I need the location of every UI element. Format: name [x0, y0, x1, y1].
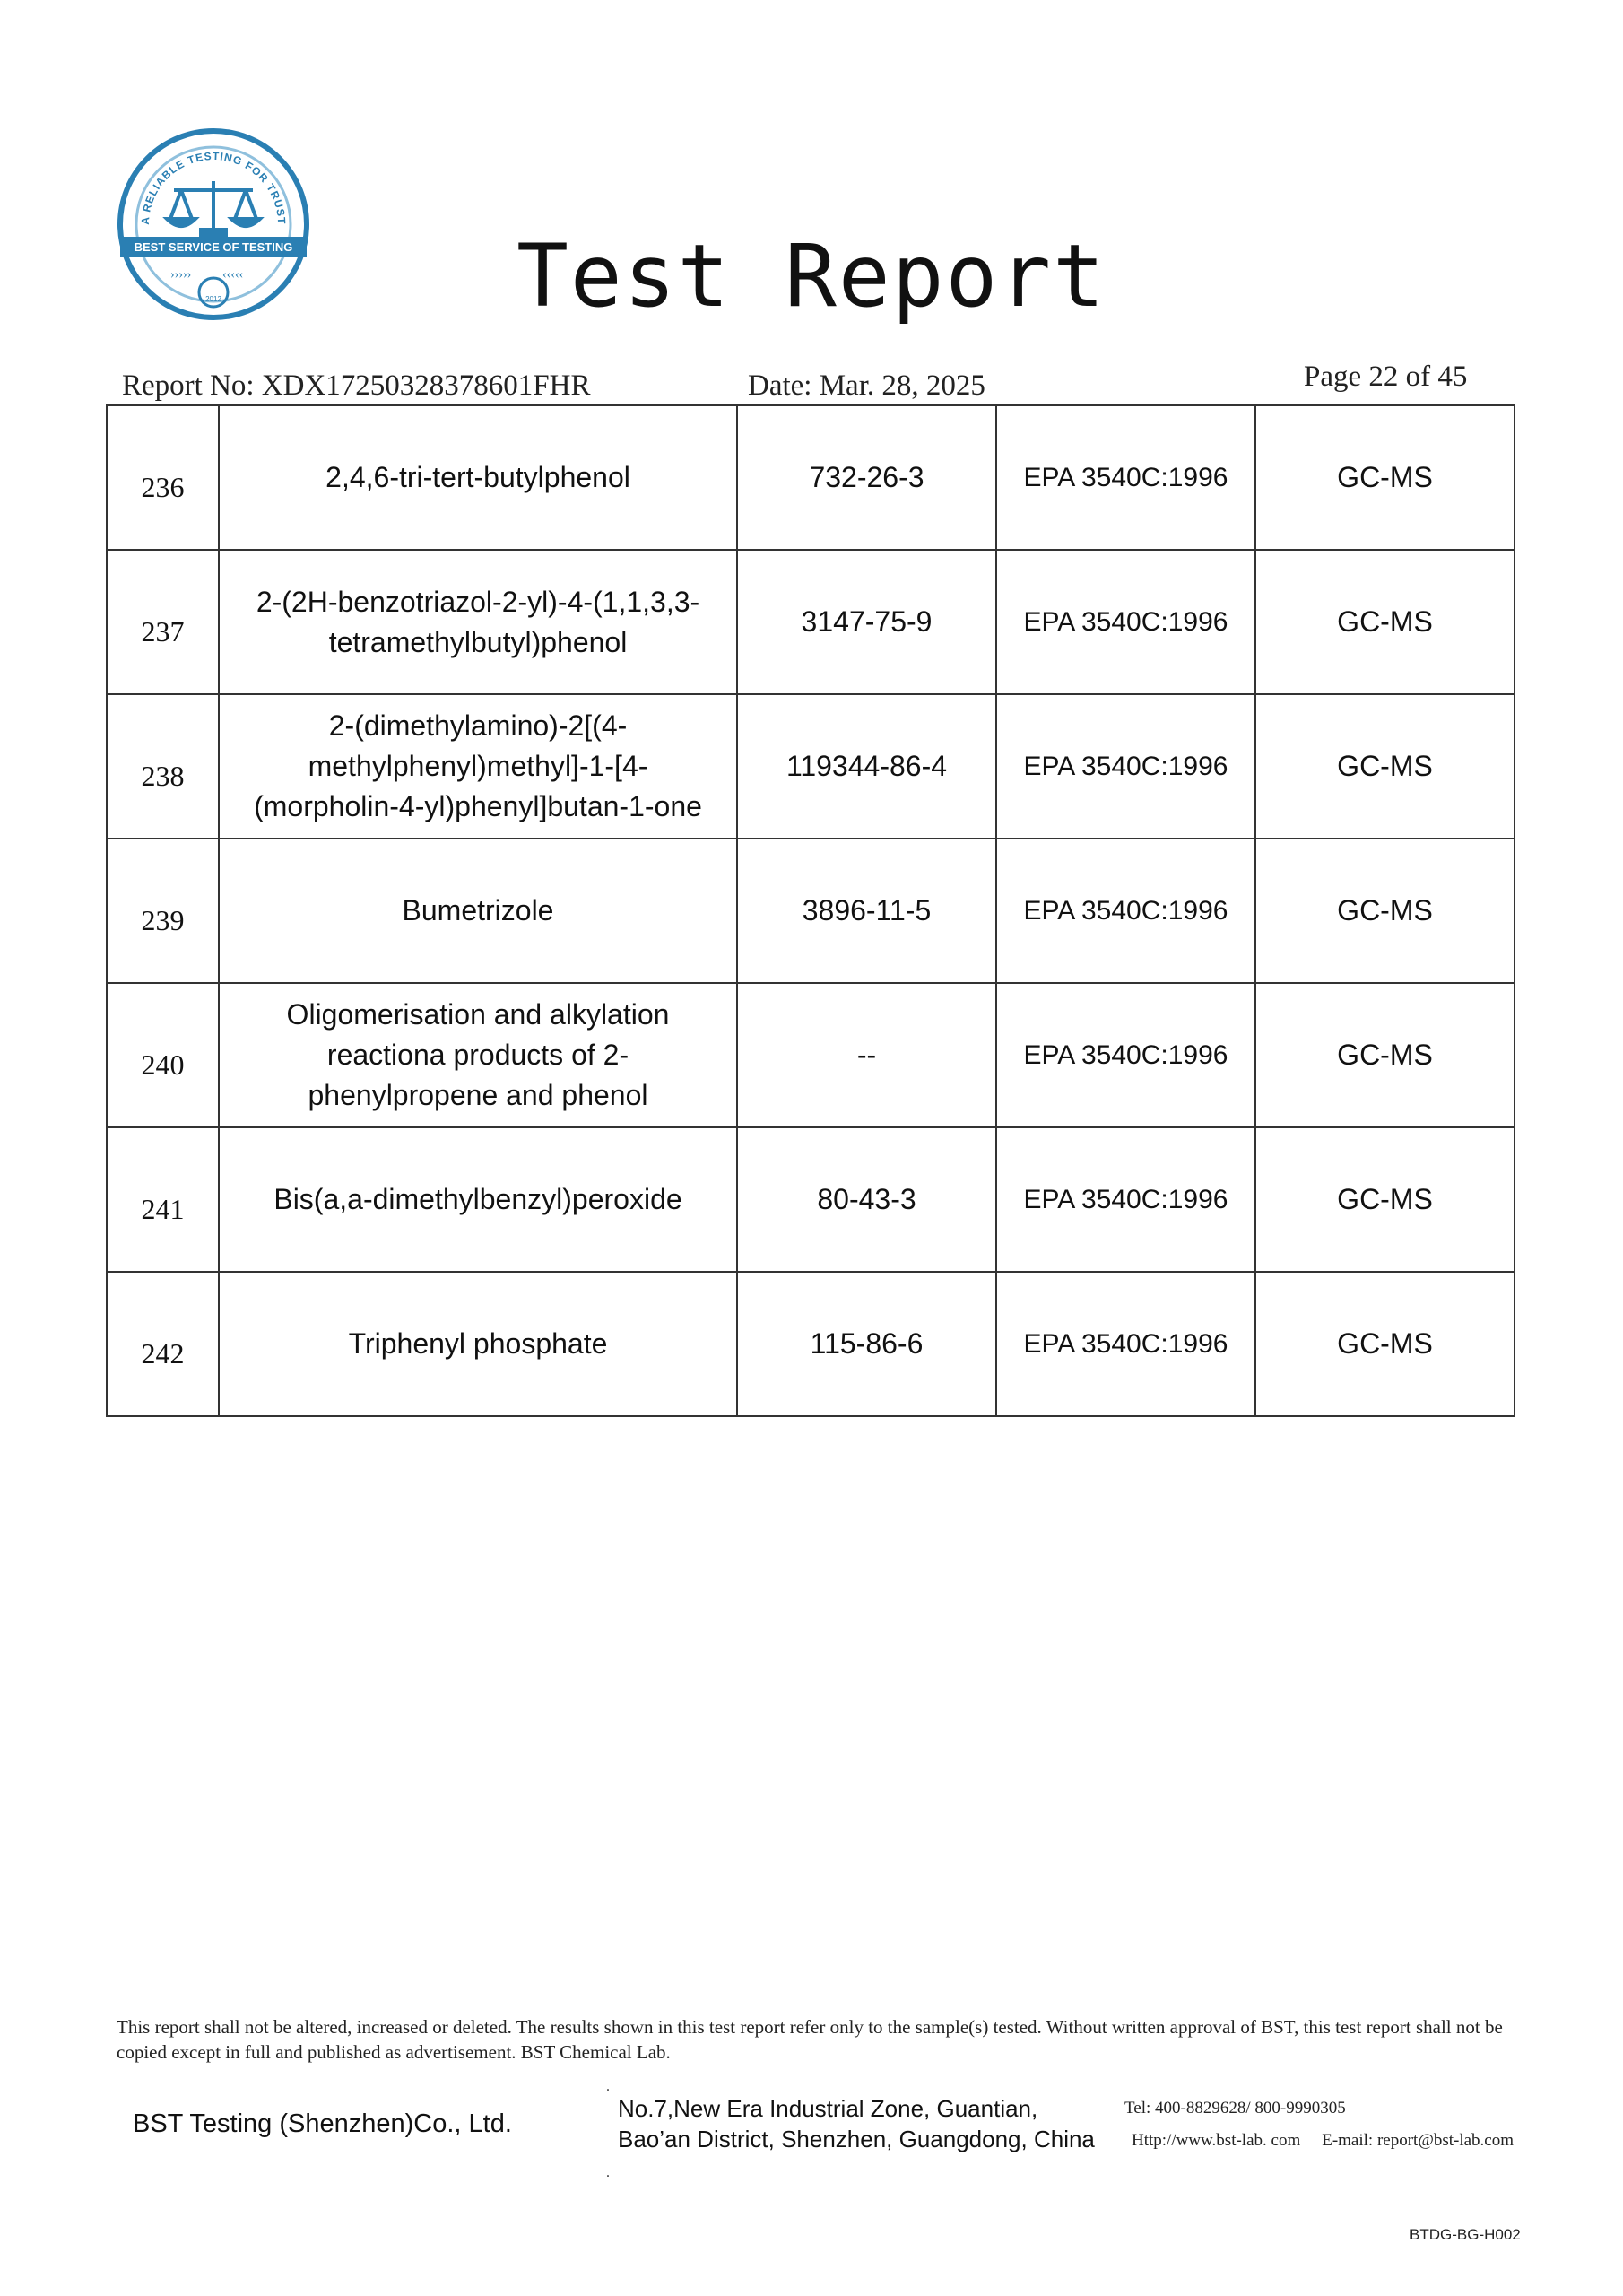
row-number: 237: [107, 550, 219, 694]
laurel-left-icon: ›››››: [170, 268, 192, 282]
cas-number: 732-26-3: [737, 405, 996, 550]
page-number: Page 22 of 45: [1304, 361, 1468, 393]
substance-name: [219, 694, 737, 839]
test-standard: EPA 3540C:1996: [996, 1127, 1255, 1272]
table-row: [107, 550, 1515, 694]
substance-name-line: reactiona products of 2-: [326, 1039, 629, 1071]
cas-number: 119344-86-4: [737, 694, 996, 839]
test-method: GC-MS: [1255, 839, 1515, 983]
substance-name: [219, 983, 737, 1127]
row-number: 236: [107, 405, 219, 550]
table-row: [107, 405, 1515, 550]
test-standard: EPA 3540C:1996: [996, 1272, 1255, 1416]
cas-number: 3896-11-5: [737, 839, 996, 983]
report-number: Report No: XDX17250328378601FHR: [122, 370, 591, 402]
substance-name: [219, 839, 737, 983]
address-line-1: No.7,New Era Industrial Zone, Guantian,: [618, 2095, 1038, 2122]
logo-banner-text: BEST SERVICE OF TESTING: [134, 240, 293, 254]
cas-number: 115-86-6: [737, 1272, 996, 1416]
substance-name: [219, 1127, 737, 1272]
website-link[interactable]: Http://www.bst-lab. com: [1132, 2131, 1301, 2150]
table-row: [107, 983, 1515, 1127]
logo-year: 2012: [205, 295, 221, 303]
cas-number: 80-43-3: [737, 1127, 996, 1272]
table-row: [107, 694, 1515, 839]
substance-name-line: 2-(2H-benzotriazol-2-yl)-4-(1,1,3,3-: [256, 585, 700, 618]
report-date: Date: Mar. 28, 2025: [748, 370, 985, 402]
test-method: GC-MS: [1255, 1127, 1515, 1272]
separator-dot: .: [606, 2079, 610, 2094]
substance-name: [219, 550, 737, 694]
email-link[interactable]: E-mail: report@bst-lab.com: [1322, 2131, 1514, 2150]
test-method: GC-MS: [1255, 550, 1515, 694]
substance-name-line: phenylpropene and phenol: [308, 1079, 648, 1111]
cas-number: 3147-75-9: [737, 550, 996, 694]
company-name: BST Testing (Shenzhen)Co., Ltd.: [133, 2109, 512, 2138]
substance-name-line: Triphenyl phosphate: [348, 1327, 608, 1360]
substance-name: [219, 405, 737, 550]
results-table: [106, 404, 1515, 1417]
row-number: 242: [107, 1272, 219, 1416]
test-method: GC-MS: [1255, 405, 1515, 550]
test-method: GC-MS: [1255, 694, 1515, 839]
substance-name-line: Oligomerisation and alkylation: [286, 998, 670, 1031]
address-line-2: Bao’an District, Shenzhen, Guangdong, China: [618, 2126, 1095, 2152]
logo-top-text: A RELIABLE TESTING FOR TRUST: [138, 149, 289, 225]
substance-name-line: Bumetrizole: [402, 894, 554, 926]
page-title: Test Report: [516, 226, 1107, 326]
row-number: 238: [107, 694, 219, 839]
form-code: BTDG-BG-H002: [1410, 2226, 1521, 2243]
table-row: [107, 839, 1515, 983]
test-standard: EPA 3540C:1996: [996, 550, 1255, 694]
laurel-right-icon: ‹‹‹‹‹: [222, 268, 244, 282]
table-row: [107, 1272, 1515, 1416]
cas-number: --: [737, 983, 996, 1127]
separator-dot: .: [606, 2165, 610, 2180]
test-standard: EPA 3540C:1996: [996, 694, 1255, 839]
telephone: Tel: 400-8829628/ 800-9990305: [1124, 2099, 1346, 2118]
row-number: 241: [107, 1127, 219, 1272]
substance-name-line: tetramethylbutyl)phenol: [328, 625, 628, 658]
substance-name-line: 2-(dimethylamino)-2[(4-: [328, 709, 628, 742]
results-table-body: [107, 405, 1515, 1416]
test-method: GC-MS: [1255, 1272, 1515, 1416]
substance-name-line: (morpholin-4-yl)phenyl]butan-1-one: [254, 790, 702, 822]
substance-name: [219, 1272, 737, 1416]
test-standard: EPA 3540C:1996: [996, 983, 1255, 1127]
table-row: [107, 1127, 1515, 1272]
substance-name-line: 2,4,6-tri-tert-butylphenol: [325, 461, 630, 493]
test-standard: EPA 3540C:1996: [996, 839, 1255, 983]
substance-name-line: Bis(a,a-dimethylbenzyl)peroxide: [273, 1183, 682, 1215]
row-number: 239: [107, 839, 219, 983]
disclaimer: This report shall not be altered, increased or deleted. The results shown in this test report refer only to the sample(s) tested. Without written approval of BST, this test report shall not be copied except in full and published as advertisement. BST Chemical Lab.: [117, 2016, 1503, 2063]
row-number: 240: [107, 983, 219, 1127]
test-method: GC-MS: [1255, 983, 1515, 1127]
test-standard: EPA 3540C:1996: [996, 405, 1255, 550]
contact-web: [1132, 2131, 1535, 2151]
substance-name-line: methylphenyl)methyl]-1-[4-: [308, 750, 648, 782]
